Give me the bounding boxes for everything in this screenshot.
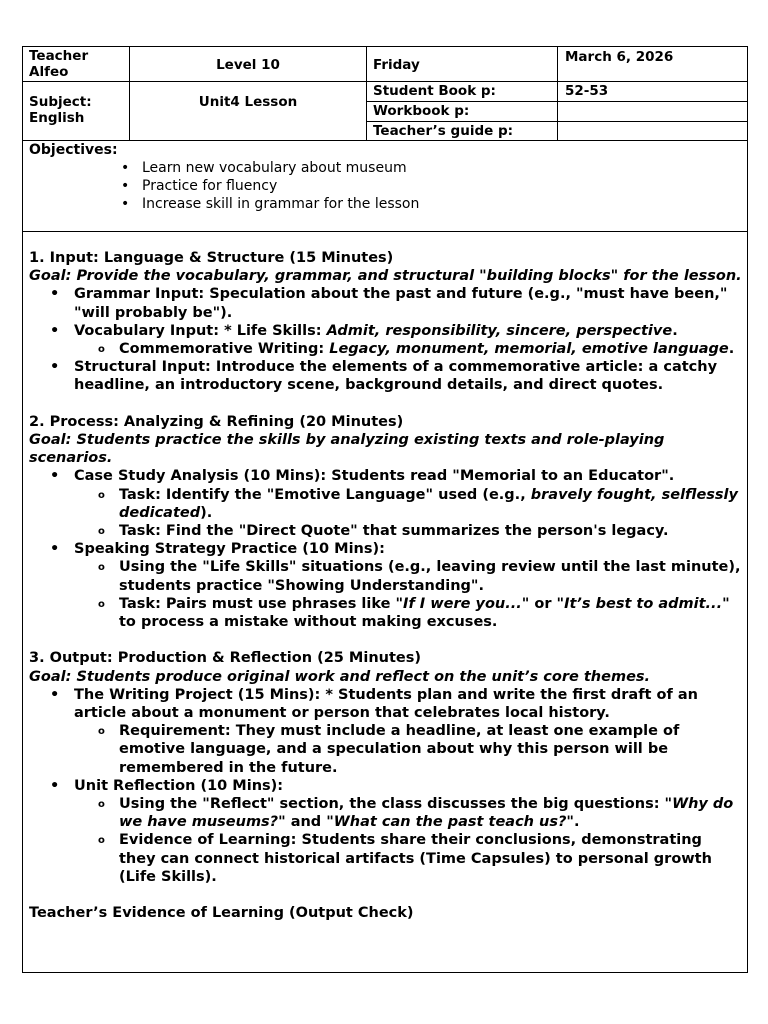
section-1-structural-input: • Structural Input: Introduce the elements of a commemorative article: a catchy headline, an introductory scene, background details, and direct quotes. [29, 358, 743, 394]
workbook-label: Workbook p: [373, 103, 470, 119]
objectives-section [29, 141, 741, 213]
teacher-name: Teacher Alfeo [29, 48, 89, 80]
section-3-title: 3. Output: Production & Reflection (25 Minutes) [29, 650, 422, 667]
objectives-title: Objectives: [29, 142, 118, 158]
lesson-plan-page [22, 46, 748, 973]
section-1-vocabulary-input: • Vocabulary Input: * Life Skills: Admit, responsibility, sincere, perspective. [29, 322, 743, 340]
objectives-list [29, 159, 741, 213]
level: Level 10 [216, 57, 280, 73]
date: March 6, 2026 [565, 49, 674, 65]
day: Friday [373, 57, 420, 73]
lesson-title: Unit4 Lesson [198, 94, 298, 110]
objectives-divider [23, 231, 747, 232]
section-2-task-quote: o Task: Find the "Direct Quote" that summarizes the person's legacy. [29, 522, 743, 540]
header-column-divider [557, 47, 558, 140]
section-2-speaking-strategy: • Speaking Strategy Practice (10 Mins): [29, 540, 743, 558]
section-1-goal: Goal: Provide the vocabulary, grammar, and structural "building blocks" for the lesson. [29, 268, 742, 285]
section-1-grammar-input: • Grammar Input: Speculation about the past and future (e.g., "must have been," "will probably be"). [29, 285, 743, 321]
section-3-reflect-questions: o Using the "Reflect" section, the class discusses the big questions: "Why do we have museums?" and "What can the past teach us?". [29, 795, 743, 831]
objective-item: • Learn new vocabulary about museum [29, 159, 741, 177]
section-3-requirement: o Requirement: They must include a headline, at least one example of emotive language, and a speculation about why this person will be remembered in the future. [29, 722, 743, 777]
header-divider [23, 81, 747, 82]
student-book-value: 52-53 [565, 83, 609, 99]
section-3-goal: Goal: Students produce original work and reflect on the unit’s core themes. [29, 668, 651, 685]
student-book-label: Student Book p: [373, 83, 496, 99]
teachers-guide-label: Teacher’s guide p: [373, 123, 514, 139]
section-3-evidence: o Evidence of Learning: Students share their conclusions, demonstrating they can connect historical artifacts (Time Capsules) to personal growth (Life Skills). [29, 831, 743, 886]
section-2-task-pairs: o Task: Pairs must use phrases like "If I were you..." or "It’s best to admit..." to process a mistake without making excuses. [29, 595, 743, 631]
lesson-body [29, 249, 743, 922]
section-1-commemorative-writing: o Commemorative Writing: Legacy, monument, memorial, emotive language. [29, 340, 743, 358]
section-3-unit-reflection: • Unit Reflection (10 Mins): [29, 777, 743, 795]
header-column-divider [366, 47, 367, 140]
footer-heading: Teacher’s Evidence of Learning (Output Check) [29, 905, 414, 922]
section-2-goal: Goal: Students practice the skills by analyzing existing texts and role-playing scenarios. [29, 432, 665, 467]
section-2-case-study: • Case Study Analysis (10 Mins): Students read "Memorial to an Educator". [29, 467, 743, 485]
section-1-title: 1. Input: Language & Structure (15 Minutes) [29, 250, 394, 266]
section-3-writing-project: • The Writing Project (15 Mins): * Students plan and write the first draft of an article about a monument or person that celebrates local history. [29, 686, 743, 722]
section-2-task-emotive: o Task: Identify the "Emotive Language" used (e.g., bravely fought, selflessly dedicated). [29, 486, 743, 522]
section-2-title: 2. Process: Analyzing & Refining (20 Minutes) [29, 413, 404, 430]
section-2-life-skills: o Using the "Life Skills" situations (e.g., leaving review until the last minute), students practice "Showing Understanding". [29, 558, 743, 594]
subject: Subject: English [29, 94, 92, 126]
objective-item: • Increase skill in grammar for the lesson [29, 195, 741, 213]
objective-item: • Practice for fluency [29, 177, 741, 195]
